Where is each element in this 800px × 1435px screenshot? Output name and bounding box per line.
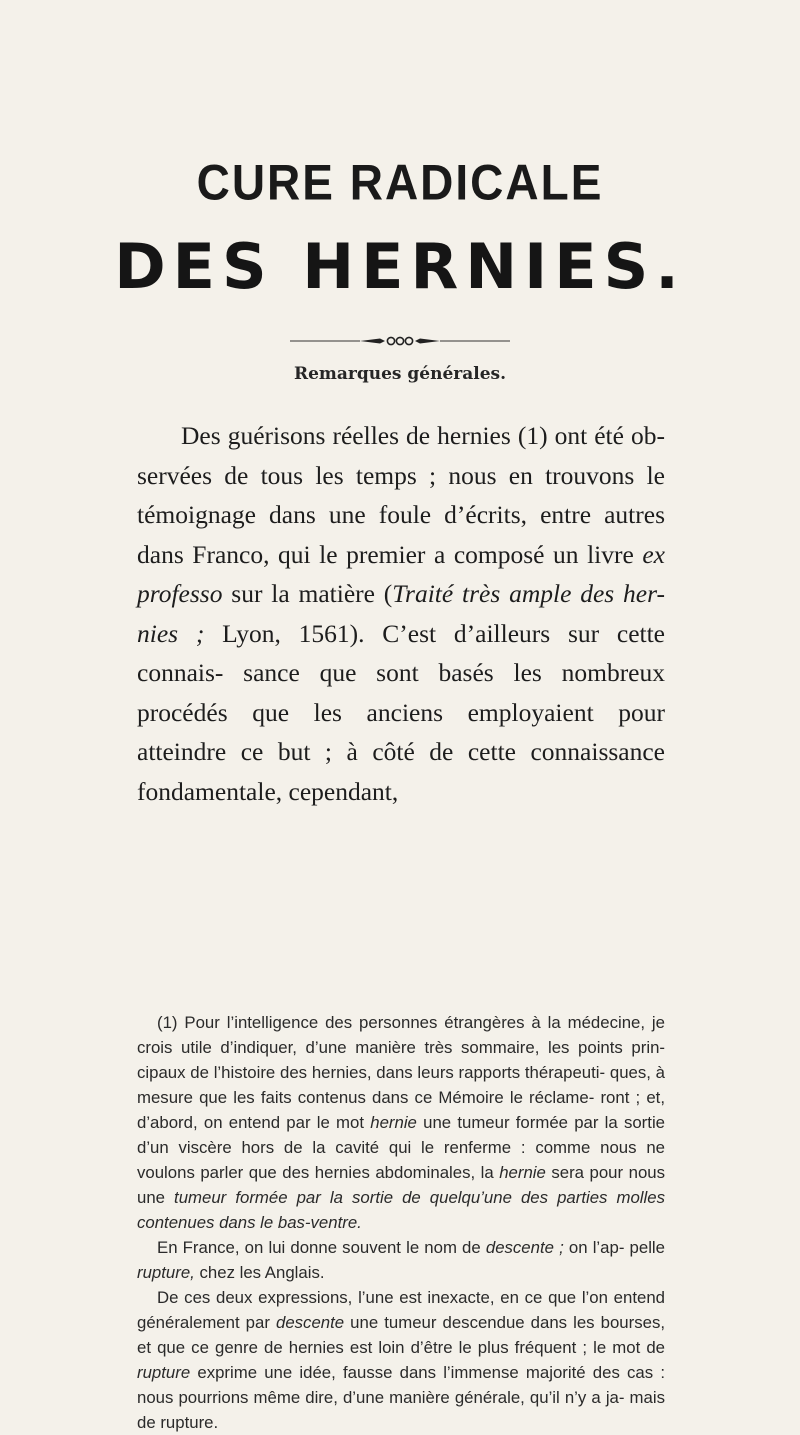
footnote-text-italic: descente ; <box>485 1238 564 1257</box>
footnote-text-segment: une tumeur descendue dans les bourses, et que ce genre de hernies est loin d’être le plus fréquent ; le mot de <box>137 1313 665 1357</box>
main-text-italic: ex professo <box>137 539 665 608</box>
main-text-segment: sur la matière ( <box>222 579 393 608</box>
section-heading: Remarques générales. <box>293 364 507 384</box>
footnote-text-segment: (1) Pour l’intelligence des personnes étrangères à la médecine, je crois utile d’indiquer, d’une manière très sommaire, les points prin- cipaux de l’histoire des hernies, dans leurs rapports thérapeuti- ques, à mesure que les faits contenus dans ce Mémoire le réclame- ront ; et, d’abord, on entend par le mot <box>137 1013 665 1132</box>
main-text-segment: Lyon, 1561). C’est d’ailleurs sur cette connais- sance que sont basés les nombreux procédés que les anciens employaient pour atteindre ce but ; à côté de cette connaissance fondamentale, cependant, <box>137 618 665 806</box>
main-paragraph <box>137 416 665 811</box>
footnote-text-italic: rupture, <box>137 1263 195 1282</box>
footnote-paragraph <box>137 1285 665 1435</box>
ornamental-rule-icon <box>290 334 510 348</box>
main-text-segment: Des guérisons réelles de hernies (1) ont été ob- servées de tous les temps ; nous en trouvons le témoignage dans une foule d’écrits, entre autres dans Franco, qui le premier a composé un livre <box>137 421 665 569</box>
title-line-2: DES HERNIES. <box>114 230 686 303</box>
footnote-text-italic: rupture <box>137 1363 191 1382</box>
footnote-text-segment: une tumeur formée par la sortie d’un viscère hors de la cavité qui le renferme : comme nous ne voulons parler que des hernies abdominales, la <box>137 1113 665 1182</box>
footnote-paragraph <box>137 1235 665 1285</box>
footnote-text-segment: sera pour nous une <box>137 1163 665 1207</box>
footnote-paragraph <box>137 1010 665 1235</box>
title-line-1: CURE RADICALE <box>196 153 604 211</box>
footnote-text-segment: De ces deux expressions, l’une est inexacte, en ce que l’on entend généralement par <box>137 1288 665 1332</box>
footnote <box>137 1010 665 1435</box>
footnote-text-italic: descente <box>276 1313 345 1332</box>
main-text-italic: Traité très ample des her- nies ; <box>137 579 665 648</box>
footnote-text-segment: on l’ap- pelle <box>563 1238 665 1257</box>
footnote-text-italic: hernie <box>499 1163 546 1182</box>
footnote-text-segment: En France, on lui donne souvent le nom de <box>157 1238 486 1257</box>
main-text <box>137 416 665 811</box>
footnote-text-italic: hernie <box>370 1113 417 1132</box>
footnote-text-segment: exprime une idée, fausse dans l’immense majorité des cas : nous pourrions même dire, d’une manière générale, qu’il n’y a ja- mais de rupture. <box>137 1363 665 1432</box>
footnote-text-segment: chez les Anglais. <box>194 1263 325 1282</box>
footnote-text-italic: tumeur formée par la sortie de quelqu’une des parties molles contenues dans le bas-ventre. <box>137 1188 665 1232</box>
